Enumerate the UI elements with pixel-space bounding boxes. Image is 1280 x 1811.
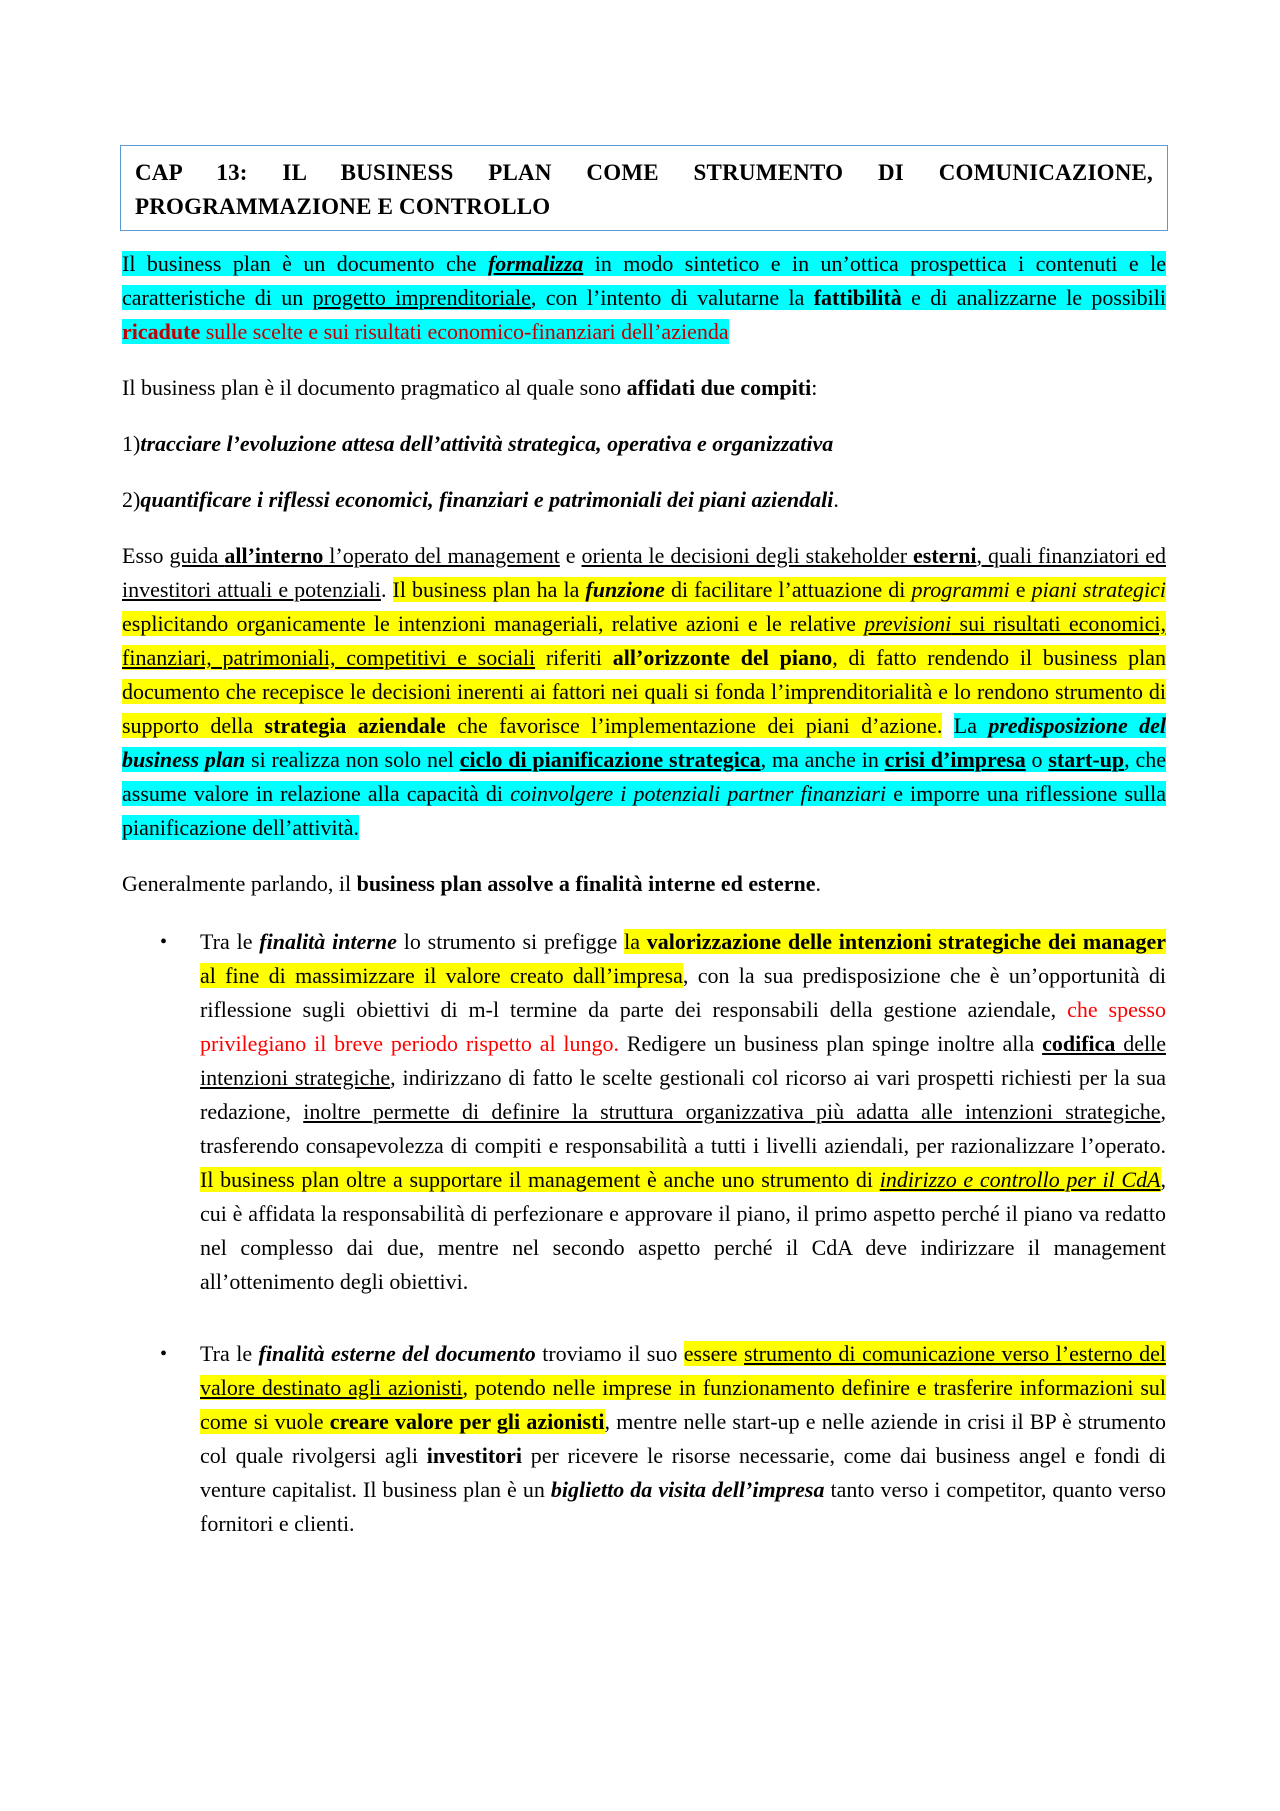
bullet-icon: • <box>160 1343 168 1365</box>
compito-2: 2)quantificare i riflessi economici, finanziari e patrimoniali dei piani aziendali. <box>122 487 839 512</box>
esso-paragraph: Esso guida all’interno l’operato del management e orienta le decisioni degli stakeholder esterni, quali finanziatori ed investitori attuali e potenziali. Il business plan ha la funzione di facilitare l’attuazione di programmi e piani strategici esplicitando organicamente le intenzioni manageriali, relative azioni e le relative previsioni sui risultati economici, finanziari, patrimoniali, competitivi e sociali riferiti all’orizzonte del piano, di fatto rendendo il business plan documento che recepisce le decisioni inerenti ai fattori nei quali si fonda l’imprenditorialità e lo rendono strumento di supporto della strategia aziendale che favorisce l’implementazione dei piani d’azione. La predisposizione del business plan si realizza non solo nel ciclo di pianificazione strategica, ma anche in crisi d’impresa o start-up, che assume valore in relazione alla capacità di coinvolgere i potenziali partner finanziari e imporre una riflessione sulla pianificazione dell’attività. <box>122 543 1167 840</box>
generale-paragraph: Generalmente parlando, il business plan assolve a finalità interne ed esterne. <box>122 871 822 896</box>
chapter-title: CAP 13: IL BUSINESS PLAN COME STRUMENTO DI COMUNICAZIONE, PROGRAMMAZIONE E CONTROLLO <box>135 160 1153 219</box>
document-page <box>122 145 1166 1541</box>
finalita-list <box>122 925 1166 1541</box>
list-item-finalita-interne: • Tra le finalità interne lo strumento si prefigge la valorizzazione delle intenzioni strategiche dei manager al fine di massimizzare il valore creato dall’impresa, con la sua predisposizione che è un’opportunità di riflessione sugli obiettivi di m-l termine da parte dei responsabili della gestione aziendale, che spesso privilegiano il breve periodo rispetto al lungo. Redigere un business plan spinge inoltre alla codifica delle intenzioni strategiche, indirizzano di fatto le scelte gestionali col ricorso ai vari prospetti richiesti per la sua redazione, inoltre permette di definire la struttura organizzativa più adatta alle intenzioni strategiche, trasferendo consapevolezza di compiti e responsabilità a tutti i livelli aziendali, per razionalizzare l’operato. Il business plan oltre a supportare il management è anche uno strumento di indirizzo e controllo per il CdA, cui è affidata la responsabilità di perfezionare e approvare il piano, il primo aspetto perché il piano va redatto nel complesso dai due, mentre nel secondo aspetto perché il CdA deve indirizzare il management all’ottenimento degli obiettivi. <box>200 925 1166 1299</box>
chapter-title-box <box>120 145 1168 231</box>
list-item-finalita-esterne: • Tra le finalità esterne del documento troviamo il suo essere strumento di comunicazione verso l’esterno del valore destinato agli azionisti, potendo nelle imprese in funzionamento definire e trasferire informazioni sul come si vuole creare valore per gli azionisti, mentre nelle start-up e nelle aziende in crisi il BP è strumento col quale rivolgersi agli investitori per ricevere le risorse necessarie, come dai business angel e fondi di venture capitalist. Il business plan è un biglietto da visita dell’impresa tanto verso i competitor, quanto verso fornitori e clienti. <box>200 1337 1166 1541</box>
bullet-icon: • <box>160 931 168 953</box>
compito-1: 1)tracciare l’evoluzione attesa dell’attività strategica, operativa e organizzativa <box>122 431 834 456</box>
compiti-paragraph: Il business plan è il documento pragmatico al quale sono affidati due compiti: <box>122 375 818 400</box>
intro-paragraph: Il business plan è un documento che formalizza in modo sintetico e in un’ottica prospettica i contenuti e le caratteristiche di un progetto imprenditoriale, con l’intento di valutarne la fattibilità e di analizzarne le possibili ricadute sulle scelte e sui risultati economico-finanziari dell’azienda <box>122 251 1167 344</box>
